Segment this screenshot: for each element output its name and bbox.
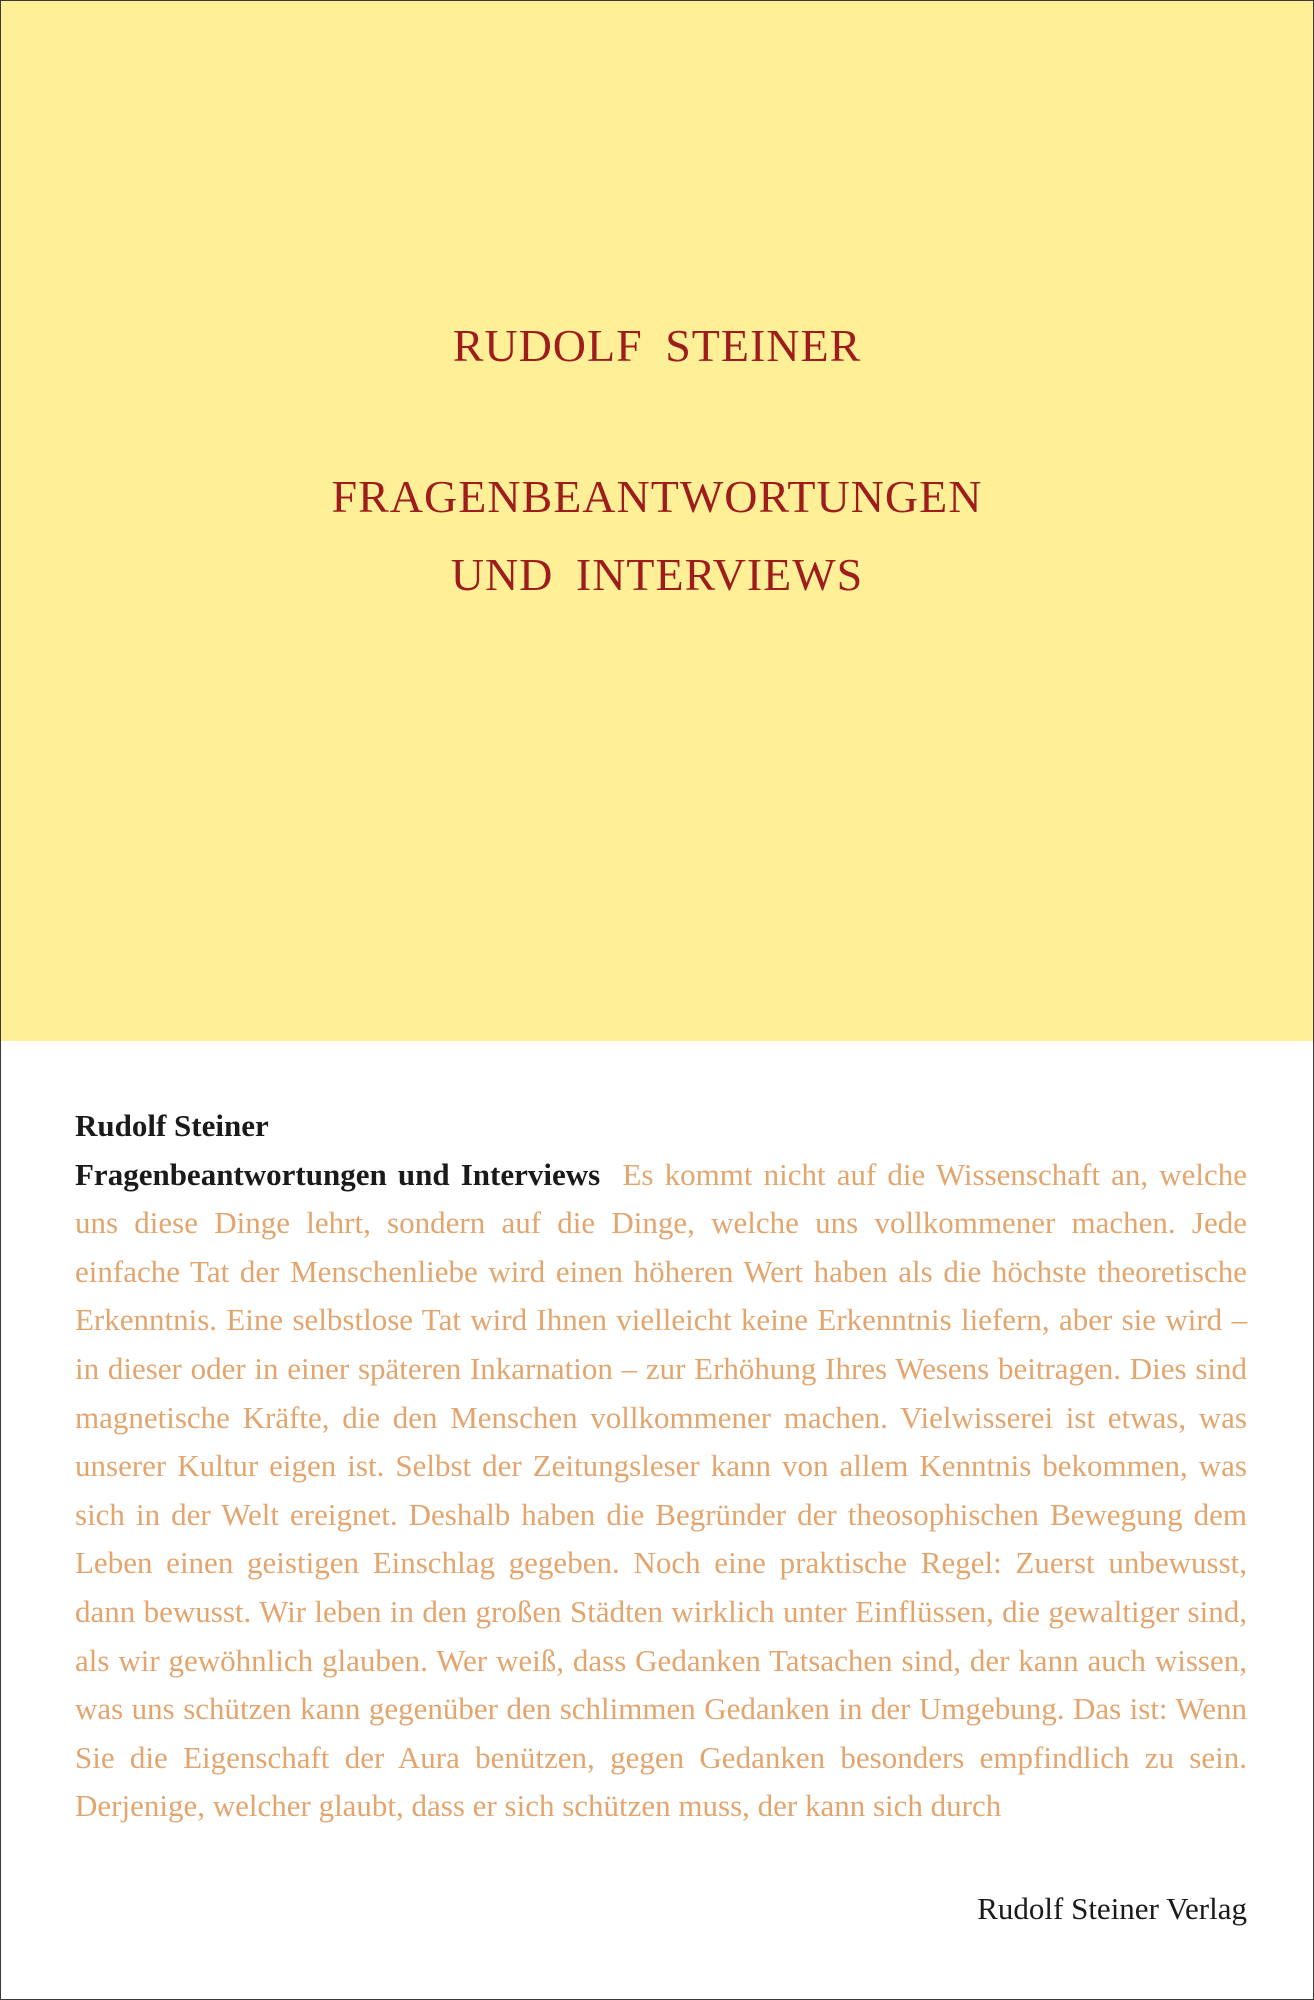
blurb-title: Fragenbeantwortungen und Interviews <box>75 1156 601 1192</box>
blurb <box>75 1102 1247 1831</box>
cover-title-line-2: UND INTERVIEWS <box>450 549 864 600</box>
blurb-author: Rudolf Steiner <box>75 1108 269 1143</box>
cover-title-panel <box>1 1 1313 1041</box>
publisher-name: Rudolf Steiner Verlag <box>977 1891 1247 1926</box>
blurb-text: Es kommt nicht auf die Wissenschaft an, welche uns diese Dinge lehrt, sondern auf die Dinge, welche uns vollkommener machen. Jede einfache Tat der Menschenliebe wird einen höheren Wert haben als die höchste theoretische Erkenntnis. Eine selbstlose Tat wird Ihnen vielleicht keine Erkenntnis liefern, aber sie wird – in dieser oder in einer späteren Inkarnation – zur Erhöhung Ihres Wesens beitragen. Dies sind magnetische Kräfte, die den Menschen vollkommener machen. Vielwisserei ist etwas, was unserer Kultur eigen ist. Selbst der Zeitungsleser kann von allem Kenntnis bekommen, was sich in der Welt ereignet. Deshalb haben die Begründer der theosophischen Bewegung dem Leben einen geistigen Einschlag gegeben. Noch eine praktische Regel: Zuerst unbewusst, dann bewusst. Wir leben in den großen Städten wirklich unter Einflüssen, die gewaltiger sind, als wir gewöhnlich glauben. Wer weiß, dass Gedanken Tatsachen sind, der kann auch wissen, was uns schützen kann gegenüber den schlimmen Gedanken in der Umgebung. Das ist: Wenn Sie die Eigenschaft der Aura benützen, gegen Gedanken besonders empfindlich zu sein. Derjenige, welcher glaubt, dass er sich schützen muss, der kann sich durch <box>75 1156 1247 1824</box>
cover-author: RUDOLF STEINER <box>452 320 862 371</box>
cover-title-line-1: FRAGENBEANTWORTUNGEN <box>331 471 983 522</box>
cover-title <box>1 458 1313 614</box>
